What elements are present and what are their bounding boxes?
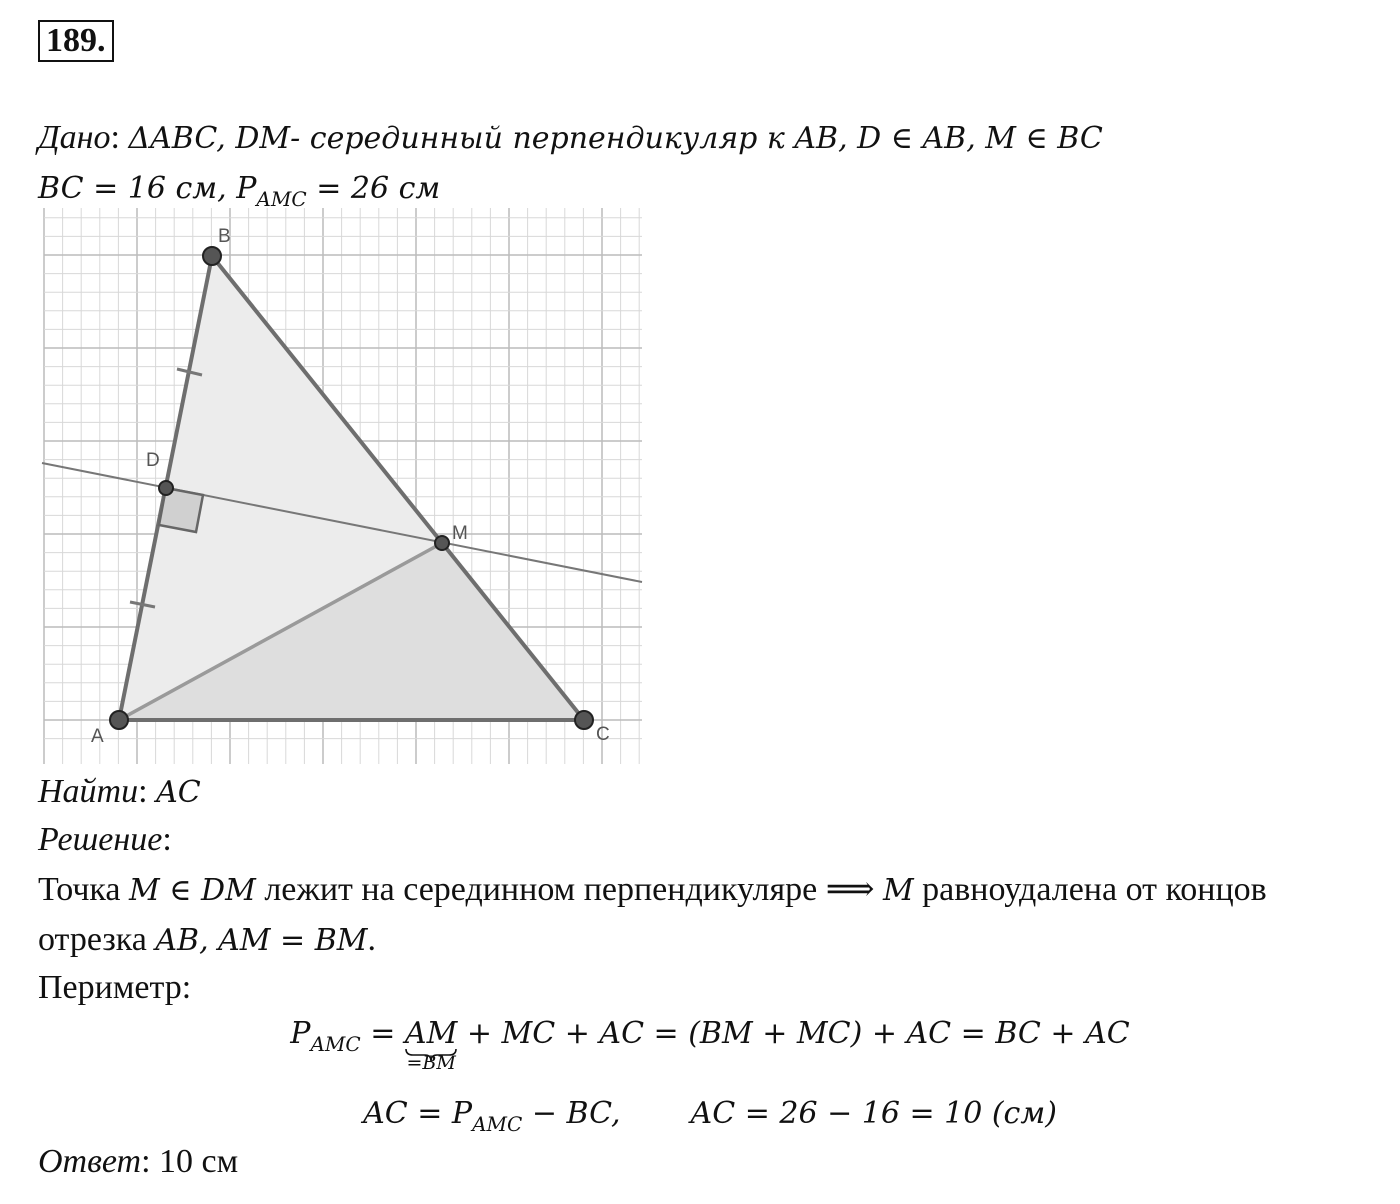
underbrace-am (404, 1014, 458, 1074)
answer-value: : 10 см (141, 1143, 239, 1180)
eq2-a: AC = P (363, 1096, 473, 1131)
given-statement: ΔABC, DM- серединный перпендикуляр к AB, D ∈ AB, M ∈ BC (128, 121, 1103, 156)
eq2-c: AC = 26 − 16 = 10 (см) (690, 1096, 1057, 1131)
point-label-m: M (452, 523, 468, 544)
problem-number: 189. (38, 20, 114, 62)
point-label-c: C (596, 724, 610, 745)
solution-math: M (882, 873, 914, 908)
point-a (110, 711, 128, 729)
solution-text: . (367, 921, 376, 958)
find-value: AC (156, 775, 201, 810)
solution-math: AB, AM = BM (155, 923, 368, 958)
equation-1 (0, 1014, 1400, 1074)
solution-text: лежит на серединном перпендикуляре ⟹ (255, 871, 883, 908)
eq2-b: − BC, (522, 1096, 621, 1131)
given-p-sub: AMC (256, 187, 307, 211)
point-m (435, 536, 449, 550)
point-b (203, 247, 221, 265)
solution-text: равноудалена от концов (913, 871, 1267, 908)
eq1-p: P (290, 1016, 311, 1051)
eq1-sub: AMC (310, 1032, 361, 1056)
underbrace-label: =BM (406, 1052, 456, 1074)
solution-heading: Решение: (38, 821, 172, 858)
answer-label: Ответ (38, 1143, 142, 1180)
solution-text: отрезка (38, 921, 156, 958)
given-label: Дано (38, 119, 111, 156)
find-label: Найти (38, 773, 139, 810)
equation-2 (0, 1094, 1400, 1136)
point-label-a: A (91, 726, 104, 747)
point-label-d: D (146, 450, 160, 471)
given-line-1: Дано: ΔABC, DM- серединный перпендикуляр к AB, D ∈ AB, M ∈ BC (38, 119, 1103, 156)
point-d (159, 481, 173, 495)
answer-line (38, 1142, 238, 1182)
find-line: Найти: AC (38, 773, 201, 810)
triangle-figure (30, 208, 650, 768)
solution-paragraph-1 (38, 870, 1267, 911)
given-p-value: = 26 см (306, 171, 441, 206)
perimeter-label: Периметр: (38, 969, 192, 1006)
eq1-rest: + MC + AC = (BM + MC) + AC = BC + AC (457, 1016, 1130, 1051)
solution-math: M ∈ DM (129, 873, 256, 908)
point-c (575, 711, 593, 729)
eq2-sub: AMC (472, 1112, 523, 1136)
solution-text: Точка (38, 871, 130, 908)
given-p: P (236, 171, 257, 206)
eq1-eq: = (360, 1016, 405, 1051)
eq1-am: AM (404, 1016, 458, 1051)
given-bc: BC = 16 см, (38, 171, 237, 206)
solution-label: Решение (38, 821, 163, 858)
solution-paragraph-2 (38, 920, 376, 961)
point-label-b: B (218, 226, 231, 247)
